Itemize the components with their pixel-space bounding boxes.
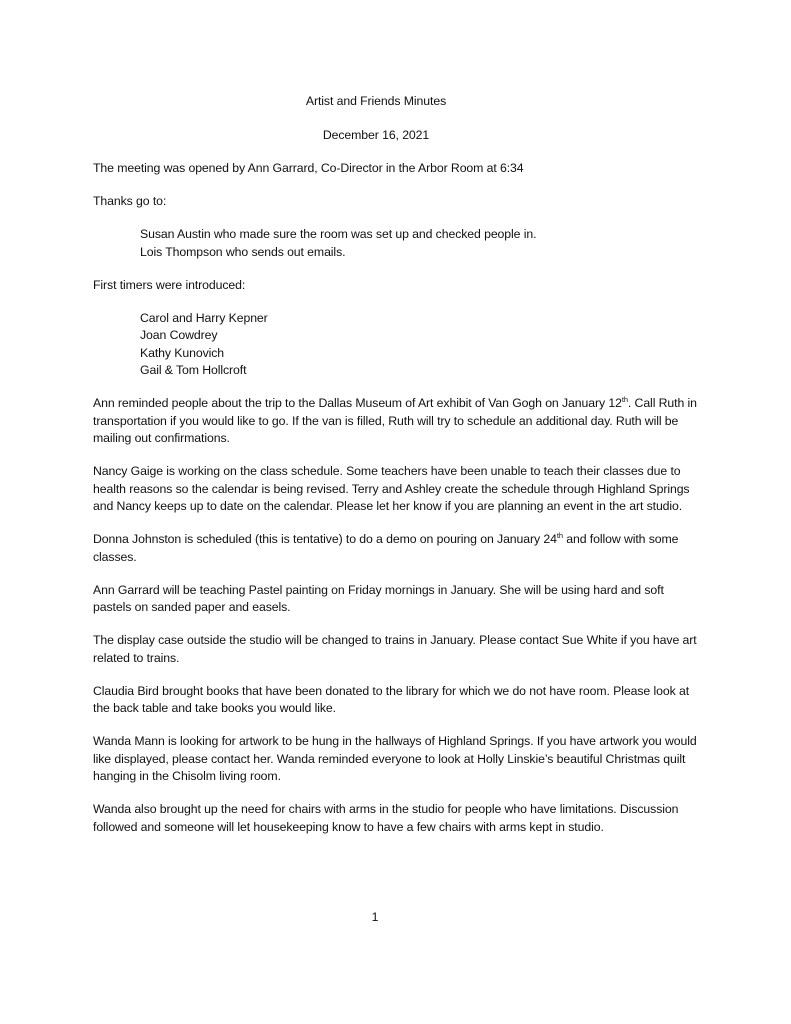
- trip-paragraph: [93, 395, 703, 448]
- trip-text-start: Ann reminded people about the trip to the Dallas Museum of Art exhibit of Van Gogh on January 12: [93, 396, 622, 410]
- books-paragraph: Claudia Bird brought books that have been donated to the library for which we do not have room. Please look at the back table and take books you would like.: [93, 683, 690, 715]
- first-timers-heading: First timers were introduced:: [93, 277, 246, 292]
- page-number: 1: [371, 910, 379, 924]
- list-item: Susan Austin who made sure the room was set up and checked people in.: [140, 227, 537, 241]
- list-item: Lois Thompson who sends out emails.: [140, 244, 346, 259]
- ordinal-suffix: th: [621, 394, 628, 404]
- ordinal-suffix: th: [556, 530, 563, 540]
- thanks-list: [140, 226, 703, 261]
- document-body: [93, 93, 703, 852]
- pastel-paragraph: Ann Garrard will be teaching Pastel painting on Friday mornings in January. She will be using hard and soft pastels on sanded paper and easels.: [93, 582, 664, 614]
- list-item: Gail & Tom Hollcroft: [140, 363, 247, 377]
- list-item: Kathy Kunovich: [140, 345, 225, 360]
- demo-text-start: Donna Johnston is scheduled (this is tentative) to do a demo on pouring on January 24: [93, 532, 557, 546]
- thanks-heading: Thanks go to:: [93, 194, 167, 208]
- schedule-paragraph: Nancy Gaige is working on the class schedule. Some teachers have been unable to teach their classes due to health reasons so the calendar is being revised. Terry and Ashley create the schedule through Highland Springs and Nancy keeps up to date on the calendar. Please let her know if you are planning an event in the art studio.: [93, 464, 690, 513]
- trip-text-end: . Call Ruth in transportation if you would like to go. If the van is filled, Ruth will try to schedule an additional day. Ruth will be mailing out confirmations.: [93, 396, 697, 445]
- first-timers-list: [140, 310, 703, 380]
- opening-paragraph: The meeting was opened by Ann Garrard, Co-Director in the Arbor Room at 6:34: [93, 161, 524, 175]
- artwork-paragraph: Wanda Mann is looking for artwork to be hung in the hallways of Highland Springs. If you have artwork you would like displayed, please contact her. Wanda reminded everyone to look at Holly Linskie’s beautiful Christmas quilt hanging in the Chisolm living room.: [93, 734, 697, 783]
- demo-text-end: and follow with some classes.: [93, 532, 679, 564]
- display-case-paragraph: The display case outside the studio will be changed to trains in January. Please contact Sue White if you have art related to trains.: [93, 633, 697, 665]
- list-item: Carol and Harry Kepner: [140, 310, 268, 325]
- chairs-paragraph: Wanda also brought up the need for chairs with arms in the studio for people who have limitations. Discussion followed and someone will let housekeeping know to have a few chairs with arms kept in studio.: [93, 802, 679, 834]
- list-item: Joan Cowdrey: [140, 328, 218, 342]
- demo-paragraph: [93, 531, 703, 566]
- document-title: Artist and Friends Minutes: [305, 94, 447, 108]
- meeting-date: December 16, 2021: [322, 127, 430, 142]
